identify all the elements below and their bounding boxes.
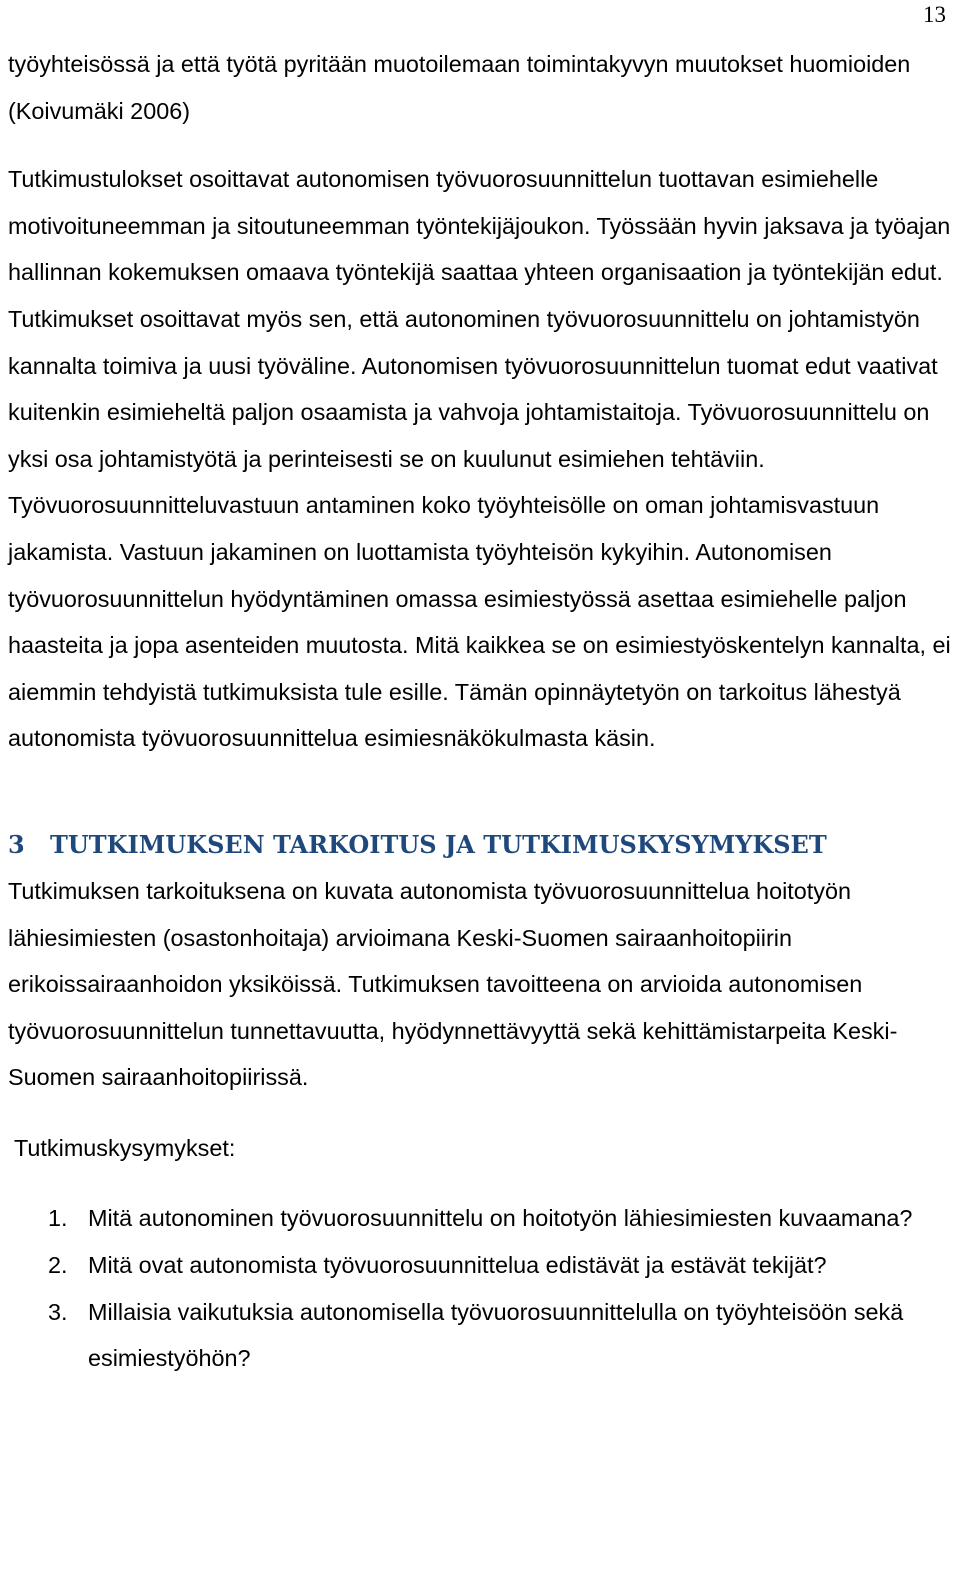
questions-label: Tutkimuskysymykset:	[14, 1134, 236, 1161]
paragraph-intro: työyhteisössä ja että työtä pyritään muotoilemaan toimintakyvyn muutokset huomioiden (Koivumäki 2006)	[8, 51, 911, 124]
document-body	[8, 41, 958, 1382]
list-item	[8, 1195, 958, 1242]
list-item	[8, 1289, 958, 1382]
list-item-number: 2.	[48, 1252, 68, 1279]
page-number: 13	[923, 2, 946, 27]
paragraph-results: Tutkimustulokset osoittavat autonomisen työvuorosuunnittelun tuottavan esimiehelle motivoituneemman ja sitoutuneemman työntekijäjoukon. Työssään hyvin jaksava ja työajan hallinnan kokemuksen omaava työntekijä saattaa yhteen organisaation ja työntekijän edut. Tutkimukset osoittavat myös sen, että autonominen työvuorosuunnittelu on johtamistyön kannalta toimiva ja uusi työväline. Autonomisen työvuorosuunnittelun tuomat edut vaativat kuitenkin esimieheltä paljon osaamista ja vahvoja johtamistaitoja. Työvuorosuunnittelu on yksi osa johtamistyötä ja perinteisesti se on kuulunut esimiehen tehtäviin. Työvuorosuunnitteluvastuun antaminen koko työyhteisölle on oman johtamisvastuun jakamista. Vastuun jakaminen on luottamista työyhteisön kykyihin. Autonomisen työvuorosuunnittelun hyödyntäminen omassa esimiestyössä asettaa esimiehelle paljon haasteita ja jopa asenteiden muutosta. Mitä kaikkea se on esimiestyöskentelyn kannalta, ei aiemmin tehdyistä tutkimuksista tule esille. Tämän opinnäytetyön on tarkoitus lähestyä autonomista työvuorosuunnittelua esimiesnäkökulmasta käsin.	[8, 166, 951, 752]
section-number: 3	[8, 829, 25, 859]
list-item-text: Millaisia vaikutuksia autonomisella työvuorosuunnittelulla on työyhteisöön sekä esimiestyöhön?	[88, 1298, 904, 1372]
list-item-text: Mitä ovat autonomista työvuorosuunnittelua edistävät ja estävät tekijät?	[88, 1252, 827, 1279]
list-item-number: 1.	[48, 1205, 68, 1232]
section-heading	[8, 822, 958, 868]
list-item-number: 3.	[48, 1298, 68, 1325]
list-item-text: Mitä autonominen työvuorosuunnittelu on hoitotyön lähiesimiesten kuvaamana?	[88, 1205, 913, 1232]
questions-list	[8, 1195, 958, 1381]
section-title: TUTKIMUKSEN TARKOITUS JA TUTKIMUSKYSYMYKSET	[50, 829, 827, 859]
paragraph-purpose: Tutkimuksen tarkoituksena on kuvata autonomista työvuorosuunnittelua hoitotyön lähiesimiesten (osastonhoitaja) arvioimana Keski-Suomen sairaanhoitopiirin erikoissairaanhoidon yksiköissä. Tutkimuksen tavoitteena on arvioida autonomisen työvuorosuunnittelun tunnettavuutta, hyödynnettävyyttä sekä kehittämistarpeita Keski-Suomen sairaanhoitopiirissä.	[8, 877, 898, 1091]
list-item	[8, 1242, 958, 1289]
